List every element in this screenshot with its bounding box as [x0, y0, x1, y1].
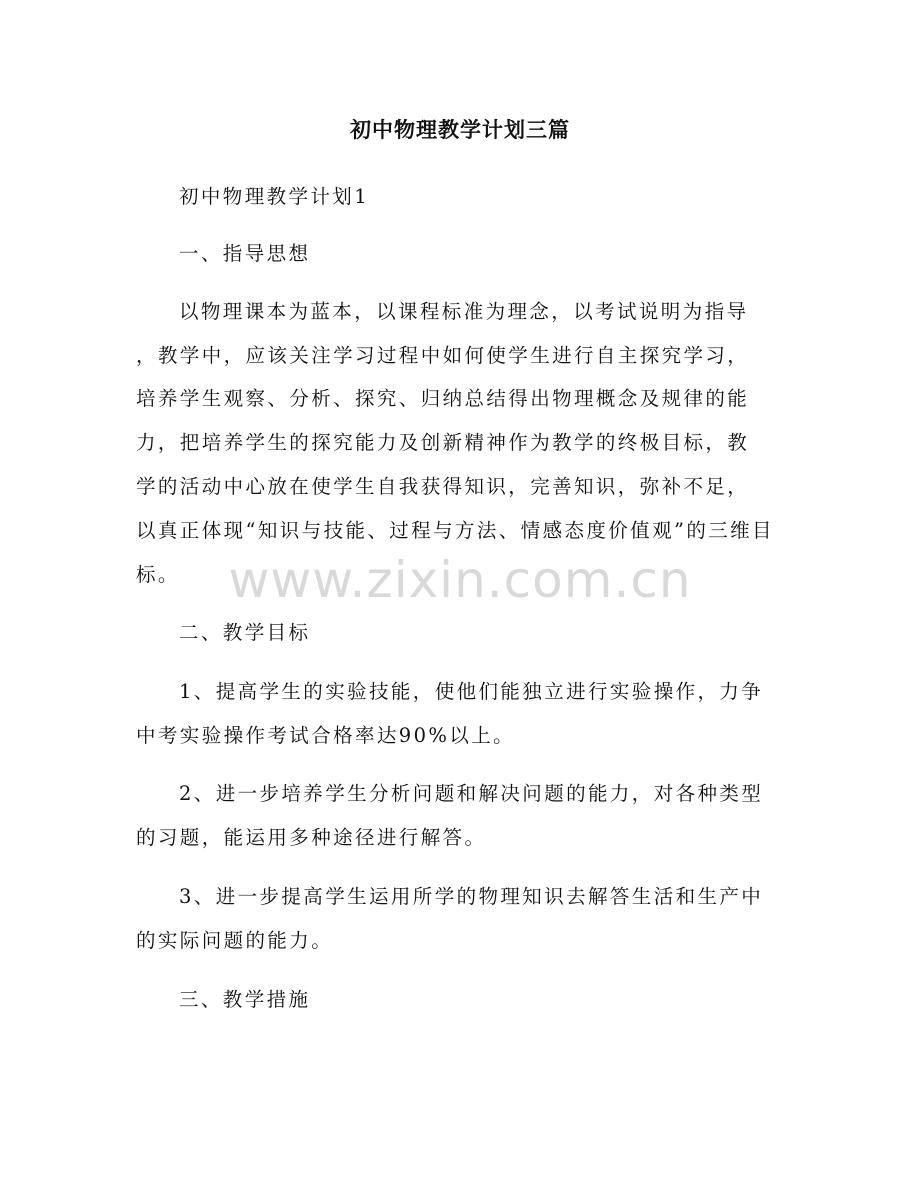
- paragraph-line: 培养学生观察、分析、探究、归纳总结得出物理概念及规律的能: [136, 387, 750, 410]
- goal-line: 中考实验操作考试合格率达90%以上。: [136, 724, 516, 747]
- paragraph-line: 以真正体现“知识与技能、过程与方法、情感态度价值观”的三维目: [136, 519, 774, 542]
- section-heading-teaching-goals: 二、教学目标: [179, 621, 311, 644]
- goal-line: 的习题，能运用多种途径进行解答。: [136, 826, 487, 849]
- goal-line: 1、提高学生的实验技能，使他们能独立进行实验操作，力争: [179, 680, 764, 703]
- paragraph-line: 力，把培养学生的探究能力及创新精神作为教学的终极目标，教: [136, 431, 750, 454]
- paragraph-line: ，教学中，应该关注学习过程中如何使学生进行自主探究学习，: [136, 344, 750, 367]
- document-title: 初中物理教学计划三篇: [350, 118, 570, 142]
- section-heading-teaching-measures: 三、教学措施: [179, 988, 311, 1011]
- paragraph-line: 学的活动中心放在使学生自我获得知识，完善知识，弥补不足，: [136, 475, 750, 498]
- goal-line: 2、进一步培养学生分析问题和解决问题的能力，对各种类型: [179, 782, 764, 805]
- paragraph-line: 以物理课本为蓝本，以课程标准为理念，以考试说明为指导: [179, 300, 749, 323]
- watermark: www.zixin.com.cn: [228, 551, 692, 609]
- goal-line: 3、进一步提高学生运用所学的物理知识去解答生活和生产中: [179, 885, 764, 908]
- paragraph-line: 标。: [136, 563, 180, 586]
- section-heading-guiding-thought: 一、指导思想: [179, 242, 311, 265]
- goal-line: 的实际问题的能力。: [136, 929, 334, 952]
- document-subtitle: 初中物理教学计划1: [179, 185, 370, 208]
